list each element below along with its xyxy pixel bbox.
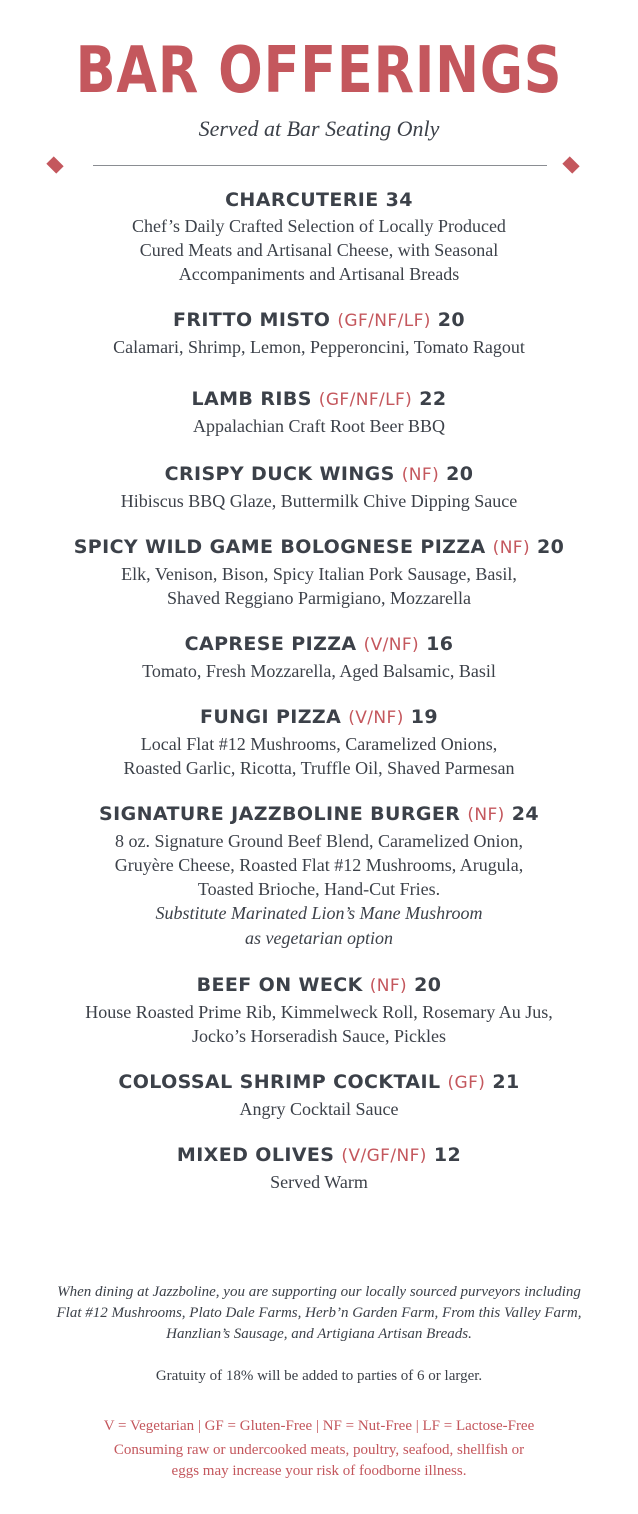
header-divider [0,157,638,173]
menu-item-description [0,489,638,513]
description-line: Angry Cocktail Sauce [239,1099,399,1119]
diamond-ornament-right [562,156,579,173]
dietary-legend: V = Vegetarian | GF = Gluten-Free | NF = Nut-Free | LF = Lactose-Free [103,1418,535,1434]
menu-item-description [0,1000,638,1048]
menu-item [0,1141,638,1194]
menu-item-dietary-tags: (GF/NF/LF) [337,311,431,331]
menu-item [0,385,638,438]
divider-rule [93,165,547,166]
menu-item-dietary-tags: (GF/NF/LF) [318,390,413,410]
menu-item-price: 34 [385,189,413,211]
menu-item-price: 20 [537,536,565,558]
menu-item-description [0,659,638,683]
menu-item-name: CAPRESE PIZZA [184,633,357,655]
menu-item-price: 22 [419,388,447,410]
gratuity-note: Gratuity of 18% will be added to parties of 6 or larger. [155,1368,483,1384]
description-line: Toasted Brioche, Hand-Cut Fries. [197,879,441,899]
menu-item-name: FRITTO MISTO [172,309,331,331]
menu-item-name: CRISPY DUCK WINGS [164,463,395,485]
menu-item-price: 20 [446,463,474,485]
menu-item-price: 19 [410,706,439,728]
description-line: Accompaniments and Artisanal Breads [178,264,460,284]
warning-line: eggs may increase your risk of foodborne illness. [171,1463,467,1479]
description-line: Tomato, Fresh Mozzarella, Aged Balsamic, Basil [142,661,496,681]
menu-item-name: SPICY WILD GAME BOLOGNESE PIZZA [73,536,486,558]
menu-item-price: 24 [511,803,539,825]
menu-item-name: SIGNATURE JAZZBOLINE BURGER [99,803,461,825]
menu-item-name: MIXED OLIVES [176,1144,335,1166]
menu-item-dietary-tags: (V/GF/NF) [341,1146,427,1166]
description-line: Shaved Reggiano Parmigiano, Mozzarella [167,588,471,608]
menu-item-heading [0,971,638,1000]
menu-item-description [0,335,638,359]
menu-item-price: 20 [414,974,442,996]
description-line: Appalachian Craft Root Beer BBQ [193,416,445,436]
sourcing-note [0,1282,638,1345]
menu-item [0,703,638,780]
health-warning [0,1440,638,1482]
description-line: 8 oz. Signature Ground Beef Blend, Caramelized Onion, [115,831,523,851]
menu-item-description [0,829,638,901]
menu-item-dietary-tags: (V/NF) [348,708,404,728]
menu-item [0,630,638,683]
menu-item-heading [0,1068,638,1097]
menu-item-heading [0,385,638,414]
menu-item [0,460,638,513]
menu-item-description [0,1097,638,1121]
menu-item-name: COLOSSAL SHRIMP COCKTAIL [118,1071,441,1093]
menu-item-description [0,1170,638,1194]
menu-item-dietary-tags: (NF) [401,465,440,485]
menu-item-dietary-tags: (NF) [369,976,408,996]
menu-item-dietary-tags: (GF) [447,1073,486,1093]
description-line: Gruyère Cheese, Roasted Flat #12 Mushrooms, Arugula, [114,855,524,875]
description-line: Chef’s Daily Crafted Selection of Locally Produced [132,216,506,236]
page-subtitle: Served at Bar Seating Only [198,116,440,141]
page-title: BAR OFFERINGS [75,34,563,108]
menu-item-heading [0,703,638,732]
menu-item [0,186,638,286]
menu-item [0,800,638,951]
menu-item-description [0,414,638,438]
sourcing-line: Flat #12 Mushrooms, Plato Dale Farms, Herb’n Garden Farm, From this Valley Farm, [56,1305,582,1321]
description-line: Roasted Garlic, Ricotta, Truffle Oil, Shaved Parmesan [123,758,515,778]
sourcing-line: When dining at Jazzboline, you are supporting our locally sourced purveyors including [57,1284,581,1300]
menu-item-name: BEEF ON WECK [196,974,363,996]
description-line: Local Flat #12 Mushrooms, Caramelized Onions, [140,734,498,754]
menu-item-heading [0,533,638,562]
description-line: Elk, Venison, Bison, Spicy Italian Pork Sausage, Basil, [121,564,517,584]
menu-item-price: 16 [426,633,454,655]
description-line: Served Warm [270,1172,368,1192]
menu-item [0,533,638,610]
menu-item-price: 20 [437,309,466,331]
menu-item-name: CHARCUTERIE [225,189,379,211]
menu-item-name: FUNGI PIZZA [199,706,342,728]
sourcing-line: Hanzlian’s Sausage, and Artigiana Artisan Breads. [166,1326,472,1342]
menu-item-description [0,732,638,780]
menu-items [0,186,638,1194]
menu-item-heading [0,460,638,489]
menu-item-substitution-note [0,901,638,951]
menu-item-dietary-tags: (NF) [467,805,505,825]
menu-item-heading [0,1141,638,1170]
menu-item-dietary-tags: (NF) [492,538,531,558]
menu-item [0,971,638,1048]
description-line: Jocko’s Horseradish Sauce, Pickles [192,1026,446,1046]
description-line: Calamari, Shrimp, Lemon, Pepperoncini, Tomato Ragout [113,337,525,357]
note-line: Substitute Marinated Lion’s Mane Mushroom [155,903,483,923]
diamond-ornament-left [46,156,63,173]
description-line: Hibiscus BBQ Glaze, Buttermilk Chive Dipping Sauce [120,491,518,511]
menu-item-price: 12 [433,1144,462,1166]
description-line: House Roasted Prime Rib, Kimmelweck Roll, Rosemary Au Jus, [85,1002,553,1022]
menu-item-heading [0,306,638,335]
menu-item-price: 21 [492,1071,520,1093]
menu-item [0,1068,638,1121]
menu-item-description [0,214,638,286]
menu-item-heading [0,800,638,829]
warning-line: Consuming raw or undercooked meats, poultry, seafood, shellfish or [113,1442,525,1458]
menu-item-name: LAMB RIBS [191,388,312,410]
menu-item-description [0,562,638,610]
note-line: as vegetarian option [245,928,393,948]
description-line: Cured Meats and Artisanal Cheese, with Seasonal [139,240,499,260]
menu-item-heading [0,630,638,659]
menu-item-dietary-tags: (V/NF) [363,635,420,655]
menu-item-heading [0,186,638,214]
menu-item [0,306,638,359]
